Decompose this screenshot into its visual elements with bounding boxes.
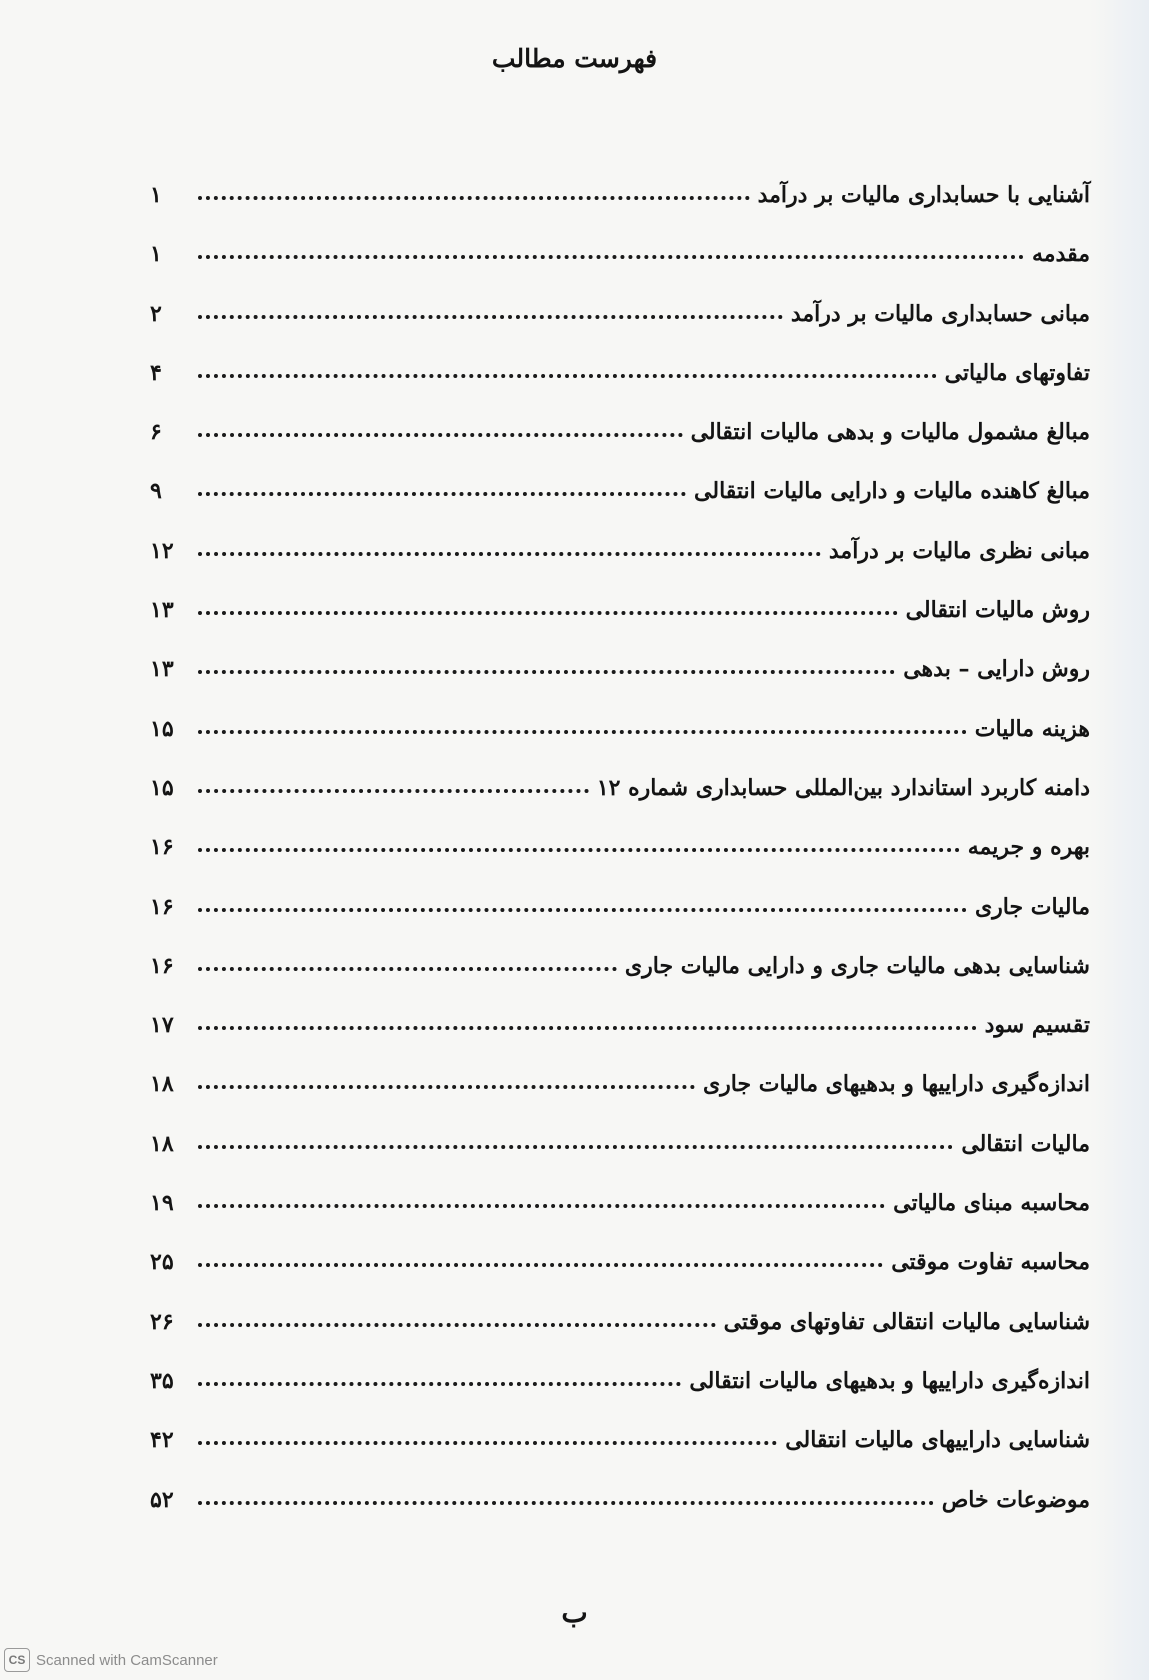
- toc-entry: [150, 1071, 1090, 1130]
- toc-dot-leader: [198, 1026, 977, 1030]
- toc-entry-page: ۲: [150, 300, 162, 327]
- toc-entry: [150, 360, 1090, 419]
- toc-entry: [150, 716, 1090, 775]
- toc-entry-page: ۲۶: [150, 1308, 174, 1335]
- page-title: فهرست مطالب: [491, 44, 658, 73]
- toc-entry-title: روش مالیات انتقالی: [905, 597, 1090, 624]
- toc-entry: [150, 478, 1090, 537]
- toc-entry: [150, 1487, 1090, 1546]
- toc-dot-leader: [198, 908, 967, 912]
- toc-dot-leader: [198, 1501, 934, 1505]
- toc-dot-leader: [198, 967, 617, 971]
- toc-entry: [150, 1368, 1090, 1427]
- toc-dot-leader: [198, 433, 683, 437]
- toc-entry: [150, 1012, 1090, 1071]
- toc-entry: [150, 775, 1090, 834]
- toc-entry: [150, 241, 1090, 300]
- toc-entry: [150, 597, 1090, 656]
- table-of-contents: [150, 182, 1090, 1546]
- toc-entry-page: ۱۶: [150, 834, 174, 861]
- toc-entry-title: مبالغ مشمول مالیات و بدهی مالیات انتقالی: [690, 419, 1090, 446]
- toc-entry-title: تقسیم سود: [984, 1012, 1090, 1039]
- toc-entry: [150, 656, 1090, 715]
- toc-entry-title: مبانی نظری مالیات بر درآمد: [828, 537, 1090, 564]
- toc-dot-leader: [198, 1382, 681, 1386]
- page-number: ب: [561, 1596, 588, 1629]
- toc-entry-page: ۴: [150, 359, 162, 386]
- toc-entry-page: ۵۲: [150, 1486, 174, 1513]
- toc-entry: [150, 301, 1090, 360]
- toc-entry: [150, 1427, 1090, 1486]
- toc-entry-title: شناسایی مالیات انتقالی تفاوتهای موقتی: [723, 1308, 1090, 1335]
- toc-entry-page: ۱۸: [150, 1130, 174, 1157]
- toc-dot-leader: [198, 492, 686, 496]
- camscanner-watermark: [4, 1648, 218, 1672]
- toc-dot-leader: [198, 1441, 777, 1445]
- toc-dot-leader: [198, 1204, 885, 1208]
- toc-dot-leader: [198, 1323, 716, 1327]
- toc-entry-page: ۹: [150, 478, 162, 505]
- toc-entry-page: ۱۵: [150, 774, 174, 801]
- toc-dot-leader: [198, 315, 783, 319]
- toc-dot-leader: [198, 611, 898, 615]
- toc-entry-page: ۱۶: [150, 952, 174, 979]
- toc-dot-leader: [198, 255, 1024, 259]
- toc-dot-leader: [198, 1085, 695, 1089]
- toc-entry-page: ۱۲: [150, 537, 174, 564]
- toc-entry: [150, 953, 1090, 1012]
- toc-dot-leader: [198, 789, 589, 793]
- toc-entry-page: ۱۳: [150, 656, 174, 683]
- toc-entry-page: ۳۵: [150, 1367, 174, 1394]
- toc-entry-page: ۱۷: [150, 1012, 174, 1039]
- toc-entry-page: ۴۲: [150, 1427, 174, 1454]
- toc-entry-title: شناسایی بدهی مالیات جاری و دارایی مالیات جاری: [624, 952, 1090, 979]
- toc-entry-page: ۱۵: [150, 715, 174, 742]
- toc-dot-leader: [198, 552, 821, 556]
- toc-dot-leader: [198, 670, 895, 674]
- toc-entry-page: ۲۵: [150, 1249, 174, 1276]
- toc-entry: [150, 834, 1090, 893]
- toc-entry-title: دامنه کاربرد استاندارد بین‌المللی حسابداری شماره ۱۲: [596, 774, 1090, 801]
- toc-dot-leader: [198, 196, 750, 200]
- toc-entry-title: مالیات انتقالی: [961, 1130, 1090, 1157]
- toc-entry-title: روش دارایی – بدهی: [903, 656, 1090, 683]
- page-edge-shadow: [1089, 0, 1149, 1680]
- toc-dot-leader: [198, 1145, 953, 1149]
- toc-entry: [150, 538, 1090, 597]
- toc-entry-title: مقدمه: [1031, 241, 1090, 268]
- toc-dot-leader: [198, 848, 960, 852]
- toc-dot-leader: [198, 374, 937, 378]
- toc-entry-title: محاسبه مبنای مالیاتی: [893, 1190, 1090, 1217]
- toc-dot-leader: [198, 730, 967, 734]
- watermark-text: Scanned with CamScanner: [36, 1651, 218, 1669]
- toc-entry: [150, 419, 1090, 478]
- toc-entry: [150, 1131, 1090, 1190]
- toc-entry-page: ۱: [150, 182, 162, 208]
- toc-entry-page: ۱۸: [150, 1071, 174, 1098]
- toc-entry-title: مالیات جاری: [974, 893, 1090, 920]
- toc-entry-title: موضوعات خاص: [941, 1486, 1090, 1513]
- toc-entry-page: ۱۳: [150, 597, 174, 624]
- toc-entry-title: آشنایی با حسابداری مالیات بر درآمد: [757, 182, 1090, 208]
- toc-entry-page: ۱۶: [150, 893, 174, 920]
- toc-entry-title: تفاوتهای مالیاتی: [944, 359, 1090, 386]
- toc-entry: [150, 1190, 1090, 1249]
- toc-entry: [150, 182, 1090, 241]
- toc-entry-page: ۶: [150, 419, 162, 446]
- toc-entry-title: اندازه‌گیری داراییها و بدهیهای مالیات انتقالی: [689, 1367, 1090, 1394]
- toc-entry: [150, 894, 1090, 953]
- toc-entry-title: محاسبه تفاوت موقتی: [891, 1249, 1090, 1276]
- camscanner-logo-icon: CS: [4, 1648, 30, 1672]
- toc-entry-page: ۱۹: [150, 1190, 174, 1217]
- toc-entry: [150, 1309, 1090, 1368]
- toc-entry-title: اندازه‌گیری داراییها و بدهیهای مالیات جاری: [702, 1071, 1090, 1098]
- toc-entry-page: ۱: [150, 241, 162, 268]
- toc-entry: [150, 1249, 1090, 1308]
- toc-entry-title: بهره و جریمه: [967, 834, 1090, 861]
- toc-entry-title: شناسایی داراییهای مالیات انتقالی: [785, 1427, 1090, 1454]
- toc-entry-title: مبانی حسابداری مالیات بر درآمد: [790, 300, 1090, 327]
- toc-entry-title: هزینه مالیات: [974, 715, 1090, 742]
- toc-entry-title: مبالغ کاهنده مالیات و دارایی مالیات انتقالی: [694, 478, 1090, 505]
- toc-dot-leader: [198, 1263, 883, 1267]
